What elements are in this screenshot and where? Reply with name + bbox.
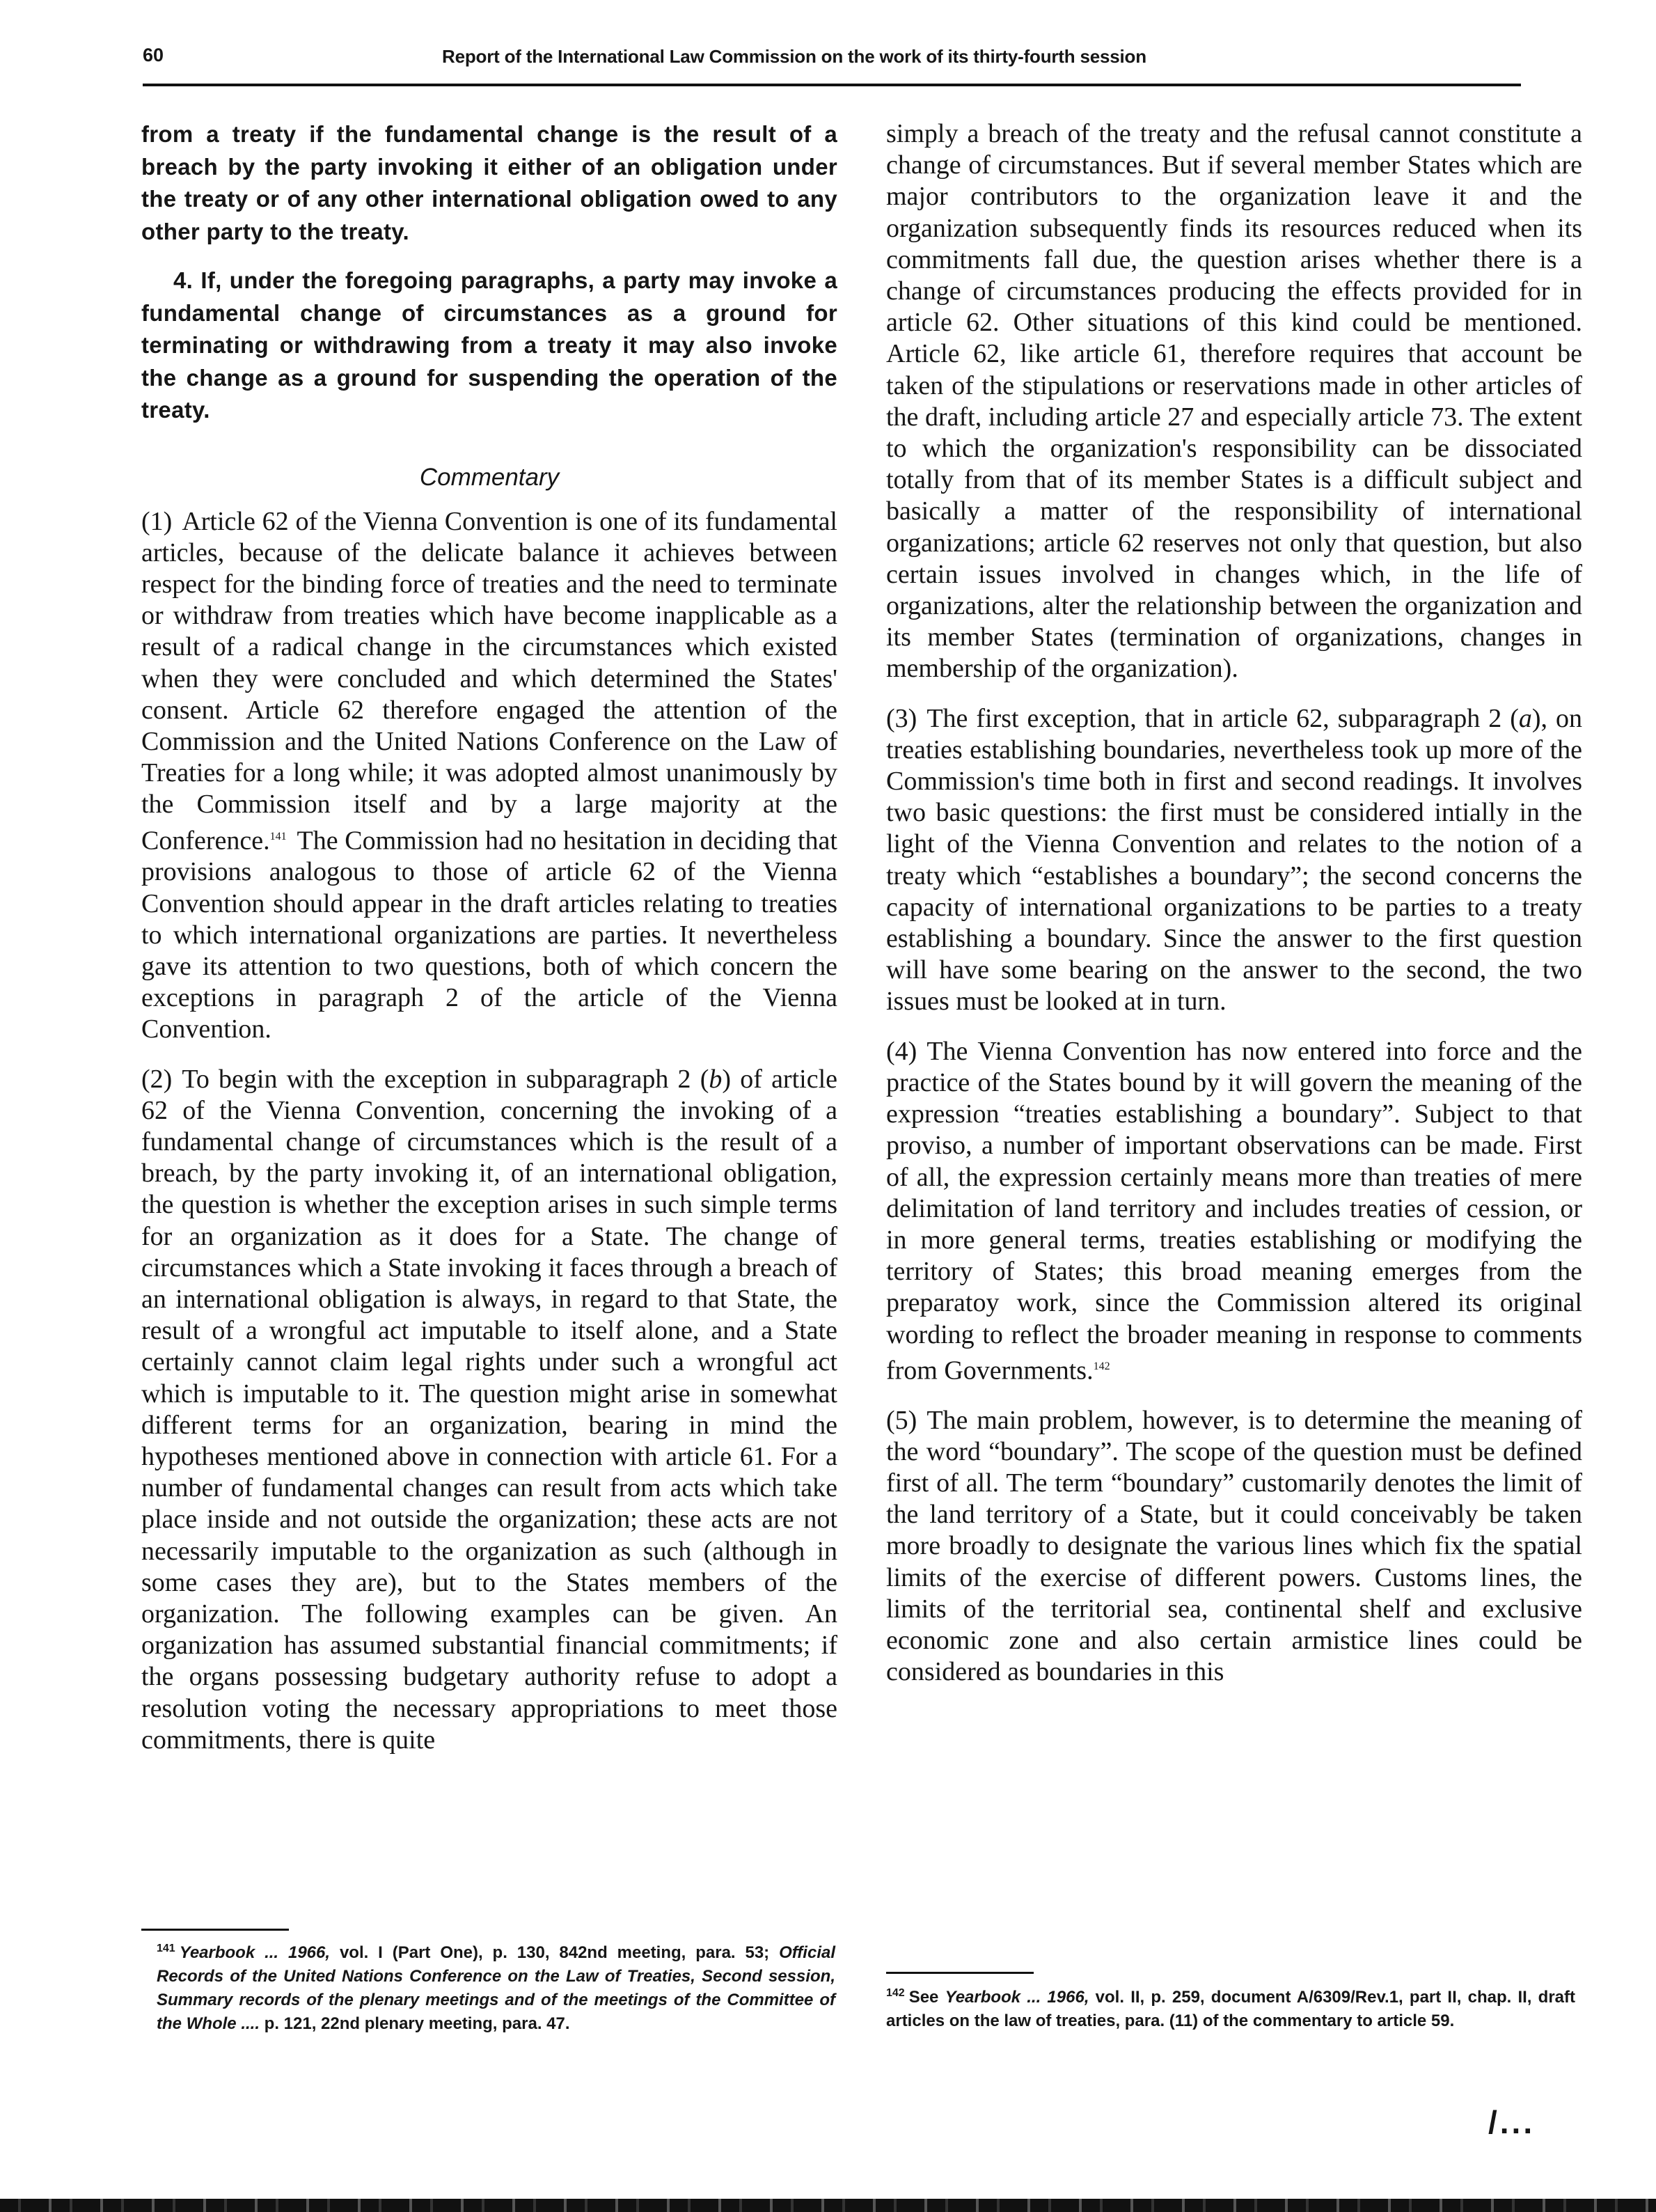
- footnote-text: See: [908, 1988, 945, 2007]
- paragraph-number: (1): [141, 506, 173, 536]
- commentary-paragraph-2-continued: simply a breach of the treaty and the refusal cannot constitute a change of circumstances. But if several member States which are major contributors to the organization leave it and the organization subsequently finds its resources reduced when its commitments fall due, the question arises whether there is a change of circumstances producing the effects provided for in article 62. Other situations of this kind could be mentioned. Article 62, like article 61, therefore requires that account be taken of the stipulations or reservations made in other articles of the draft, including article 27 and especially article 73. The extent to which the organization's responsibility can be dissociated totally from that of its member States is a difficult subject and basically a matter of the responsibility of international organizations; article 62 reserves not only that question, but also certain issues involved in changes which, in the life of organizations, alter the relationship between the organization and its member States (termination of organizations, changes in membership of the organization).: [886, 119, 1582, 684]
- footnote-mark: 142: [886, 1987, 905, 1999]
- paragraph-text: Article 62 of the Vienna Convention is one of its fundamental articles, because of the delicate balance it achieves between respect for the binding force of treaties and the need to terminate or withdraw from treaties which have become inapplicable as a result of a radical change in the circumstances which existed when they were concluded and which determined the States' consent. Article 62 therefore engaged the attention of the Commission and the United Nations Conference on the Law of Treaties for a long while; it was adopted almost unanimously by the Commission itself and by a large majority at the Conference.: [141, 506, 837, 856]
- footnote-rule: [141, 1929, 289, 1931]
- footnote-rule: [886, 1972, 1034, 1974]
- footnote-text-italic: Yearbook ... 1966,: [179, 1943, 331, 1962]
- page-header: [143, 45, 1521, 86]
- paragraph-number: (2): [141, 1064, 173, 1094]
- commentary-paragraph-5: [886, 1405, 1582, 1688]
- page-number: 60: [143, 45, 164, 65]
- paragraph-number: (5): [886, 1405, 917, 1435]
- commentary-paragraph-4: [886, 1036, 1582, 1387]
- footnote-text: vol. II, p. 259, document A/6309/Rev.1, part II, chap. II, draft articles on the law of treaties, para. (11) of the commentary to article 59.: [886, 1988, 1575, 2030]
- continuation-mark: /...: [1488, 2104, 1536, 2140]
- commentary-heading: Commentary: [419, 463, 560, 491]
- commentary-paragraph-1: [141, 506, 837, 1046]
- left-column: [141, 118, 837, 1756]
- commentary-paragraph-2: [141, 1064, 837, 1756]
- article-text-continued: from a treaty if the fundamental change is the result of a breach by the party invoking it either of an obligation under the treaty or of any other international obligation owed to any other party to the treaty.: [141, 121, 837, 244]
- paragraph-text-continued: ) of article 62 of the Vienna Convention, concerning the invoking of a fundamental change of circumstances which is the result of a breach, by the party invoking it, of an international obligation, the question is whether the exception arises in such simple terms for an organization as it does for a State. The change of circumstances which a State invoking it faces through a breach of an international obligation is always, in regard to that State, the result of a wrongful act imputable to itself alone, and a State certainly cannot claim legal rights under such a wrongful act which is imputable to it. The question might arise in somewhat different terms for an organization, bearing in mind the hypotheses mentioned above in connection with article 61. For a number of fundamental changes can result from acts which take place inside and not outside the organization; these acts are not necessarily imputable to the organization as such (although in some cases they are), but to the States members of the organization. The following examples can be given. An organization has assumed substantial financial commitments; if the organs possessing budgetary authority refuse to adopt a resolution voting the necessary appropriations to meet those commitments, there is quite: [141, 1064, 837, 1755]
- footnote-reference: 142: [1093, 1360, 1110, 1372]
- scan-bottom-edge: [0, 2199, 1656, 2212]
- paragraph-text: The Vienna Convention has now entered into force and the practice of the States bound by it will govern the meaning of the expression “treaties establishing a boundary”. Subject to that proviso, a number of important observations can be made. First of all, the expression certainly means more than treaties of mere delimitation of land territory and includes treaties of cession, or in more general terms, treaties establishing or modifying the territory of States; this broad meaning emerges from the preparatoy work, since the Commission altered its original wording to reflect the broader meaning in response to comments from Governments.: [886, 1036, 1582, 1386]
- footnote-mark: 141: [157, 1943, 175, 1954]
- paragraph-text: The main problem, however, is to determine the meaning of the word “boundary”. The scope of the question must be defined first of all. The term “boundary” customarily denotes the limit of the land territory of a State, but it could conceivably be taken more broadly to designate the various lines which fix the spatial limits of the exercise of different powers. Customs lines, the limits of the territorial sea, continental shelf and exclusive economic zone and also certain armistice lines could be considered as boundaries in this: [886, 1405, 1582, 1687]
- paragraph-text: The first exception, that in article 62, subparagraph 2 (: [926, 703, 1519, 733]
- footnote-text-italic: Official Records of the United Nations Conference on the Law of Treaties, Second session, Summary records of the plenary meetings and of the meetings of the Committee of the Whole ....: [157, 1943, 835, 2033]
- footnote-141: [157, 1937, 835, 2036]
- paragraph-text-italic: b: [709, 1064, 723, 1094]
- footnote-text: vol. I (Part One), p. 130, 842nd meeting, para. 53;: [330, 1943, 780, 1962]
- footnote-text-italic: Yearbook ... 1966,: [945, 1988, 1089, 2007]
- paragraph-text: To begin with the exception in subparagraph 2 (: [182, 1064, 709, 1094]
- paragraph-text-continued: The Commission had no hesitation in deciding that provisions analogous to those of article 62 of the Vienna Convention should appear in the draft articles relating to treaties to which international organizations are parties. It nevertheless gave its attention to two questions, both of which concern the exceptions in paragraph 2 of the article of the Vienna Convention.: [141, 826, 837, 1044]
- article-paragraph-4: 4. If, under the foregoing paragraphs, a party may invoke a fundamental change of circumstances as a ground for terminating or withdrawing from a treaty it may also invoke the change as a ground for suspending the operation of the treaty.: [141, 267, 837, 423]
- footnote-142: [886, 1982, 1575, 2033]
- commentary-paragraph-3: [886, 703, 1582, 1018]
- right-column: [886, 118, 1582, 1688]
- paragraph-text-italic: a: [1518, 703, 1532, 733]
- running-title: Report of the International Law Commission on the work of its thirty-fourth session: [442, 46, 1146, 67]
- paragraph-number: (3): [886, 703, 917, 733]
- paragraph-text-continued: ), on treaties establishing boundaries, nevertheless took up more of the Commission's time both in first and second readings. It involves two basic questions: the first must be considered intially in the light of the Vienna Convention and relates to the notion of a treaty which “establishes a boundary”; the second concerns the capacity of international organizations to be parties to a treaty establishing a boundary. Since the answer to the first question will have some bearing on the answer to the second, the two issues must be looked at in turn.: [886, 703, 1582, 1017]
- paragraph-number: (4): [886, 1036, 917, 1066]
- footnote-reference: 141: [269, 830, 287, 842]
- footnote-text: p. 121, 22nd plenary meeting, para. 47.: [260, 2014, 570, 2033]
